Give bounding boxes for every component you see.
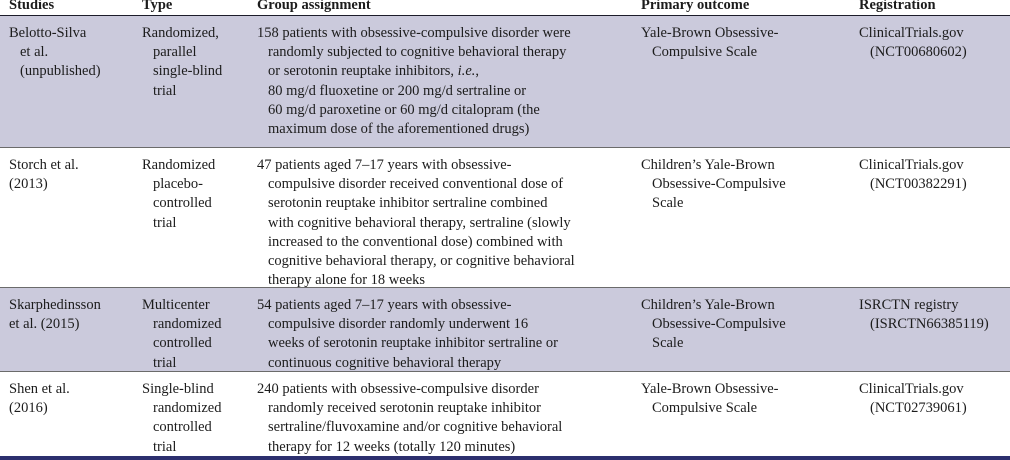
header-group-assignment: Group assignment (257, 0, 371, 13)
header-type: Type (142, 0, 173, 13)
header-studies: Studies (9, 0, 55, 13)
cell-study: Belotto-Silva et al. (unpublished) (9, 25, 101, 80)
cell-study: Shen et al. (2016) (9, 381, 70, 417)
cell-primary-outcome: Children’s Yale-Brown Obsessive-Compulsive Scale (641, 157, 786, 212)
cell-registration: ClinicalTrials.gov (NCT00680602) (859, 25, 967, 61)
cell-type: Randomized placebo- controlled trial (142, 157, 216, 231)
header-registration: Registration (859, 0, 936, 13)
table-row (0, 16, 1010, 148)
cell-primary-outcome: Yale-Brown Obsessive- Compulsive Scale (641, 25, 779, 61)
cell-study: Skarphedinsson et al. (2015) (9, 297, 101, 333)
header-primary-outcome: Primary outcome (641, 0, 750, 13)
table-header-row (0, 0, 1010, 16)
cell-group-assignment: 54 patients aged 7–17 years with obsessive- compulsive disorder randomly underwent 16 weeks of serotonin reuptake inhibitor sertraline or continuous cognitive behavioral therapy (257, 297, 558, 371)
cell-type: Multicenter randomized controlled trial (142, 297, 222, 371)
cell-registration: ISRCTN registry (ISRCTN66385119) (859, 297, 989, 333)
table-row (0, 372, 1010, 458)
table-row (0, 148, 1010, 288)
cell-primary-outcome: Children’s Yale-Brown Obsessive-Compulsive Scale (641, 297, 786, 352)
table-bottom-rule (0, 456, 1010, 460)
cell-registration: ClinicalTrials.gov (NCT00382291) (859, 157, 967, 193)
cell-group-assignment: 47 patients aged 7–17 years with obsessive- compulsive disorder received conventional dose of serotonin reuptake inhibitor sertraline combined with cognitive behavioral therapy, sertraline (slowly increased to the conventional dose) combined with cognitive behavioral therapy, or cognitive behavioral therapy alone for 18 weeks (257, 157, 575, 289)
cell-study: Storch et al. (2013) (9, 157, 79, 193)
cell-type: Randomized, parallel single-blind trial (142, 25, 223, 99)
cell-group-assignment: 240 patients with obsessive-compulsive disorder randomly received serotonin reuptake inhibitor sertraline/fluvoxamine and/or cognitive behavioral therapy for 12 weeks (totally 120 minutes) (257, 381, 563, 455)
table-row (0, 288, 1010, 372)
cell-registration: ClinicalTrials.gov (NCT02739061) (859, 381, 967, 417)
cell-type: Single-blind randomized controlled trial (142, 381, 222, 455)
cell-primary-outcome: Yale-Brown Obsessive- Compulsive Scale (641, 381, 779, 417)
cell-group-assignment: 158 patients with obsessive-compulsive disorder were randomly subjected to cognitive behavioral therapy or serotonin reuptake inhibitors, i.e., 80 mg/d fluoxetine or 200 mg/d sertraline or 60 mg/d paroxetine or 60 mg/d citalopram (the maximum dose of the aforementioned drugs) (257, 25, 571, 137)
